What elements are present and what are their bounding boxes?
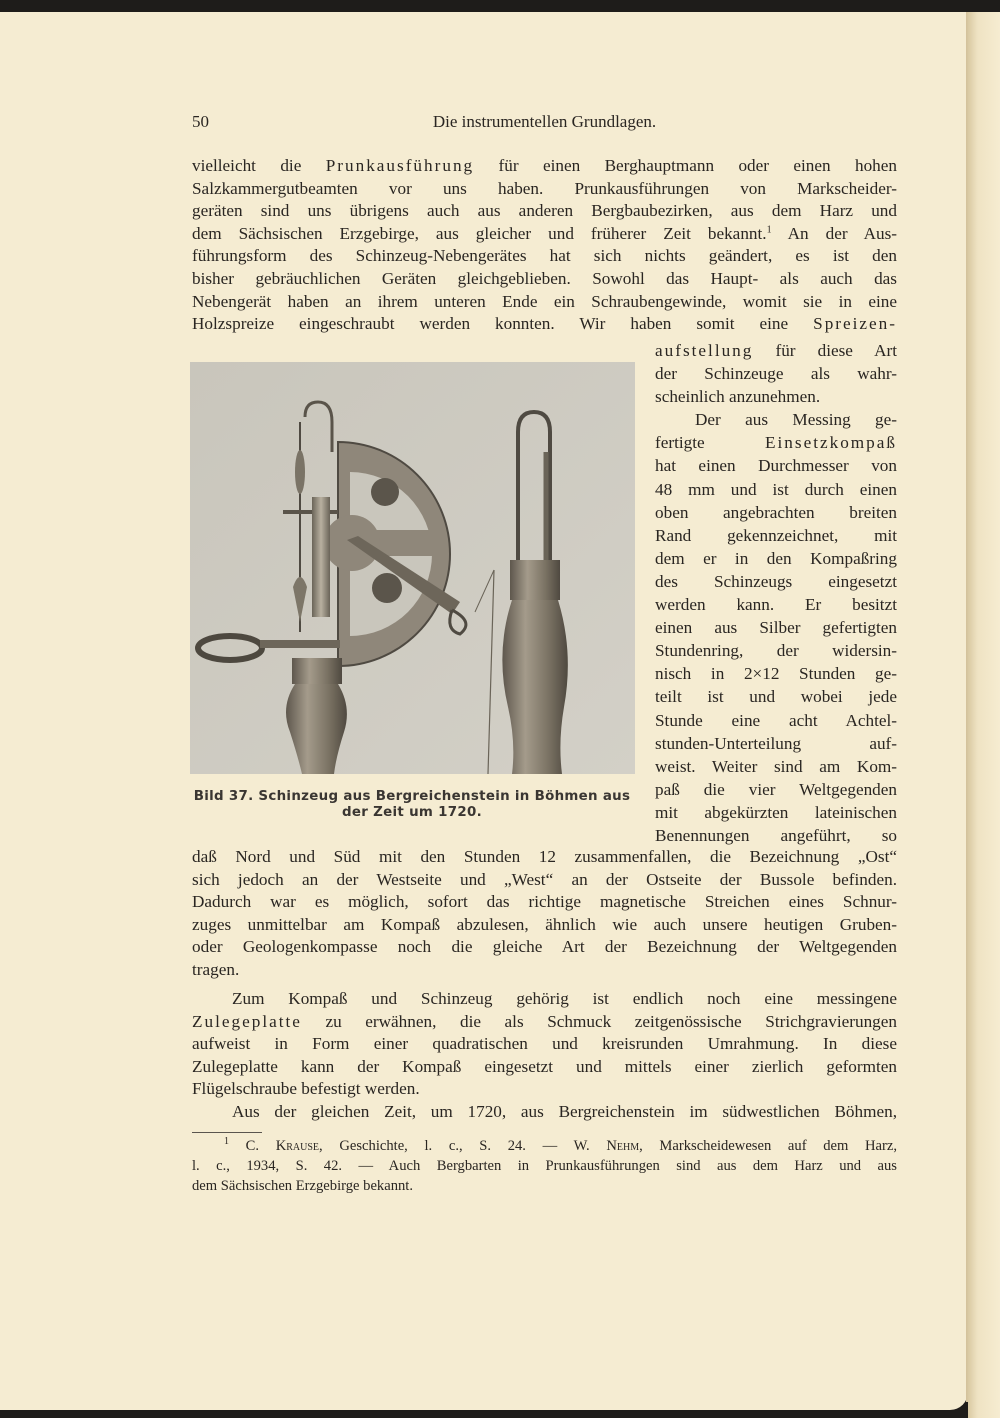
text-line: führungsform des Schinzeug-Nebengerätes hat sich nichts geändert, es ist den (192, 246, 897, 266)
text-line: mit abgekürzten lateinischen (655, 802, 897, 822)
author-name: Nehm (606, 1138, 640, 1154)
emphasis: Einsetzkompaß (765, 433, 897, 453)
text-line: Aus der gleichen Zeit, um 1720, aus Bergreichenstein im südwestlichen Böhmen, (232, 1101, 897, 1121)
text-line: Benennungen angeführt, so (655, 825, 897, 845)
footnote-marker: 1 (224, 1136, 229, 1148)
text-line: weist. Weiter sind am Kom- (655, 756, 897, 776)
text-line: zuges unmittelbar am Kompaß abzulesen, ähnlich wie auch unsere heutigen Gruben- (192, 914, 897, 934)
footnote-rule (192, 1132, 262, 1133)
paragraph-3 (192, 988, 897, 1124)
text-line: Stundenring, der widersin- (655, 641, 897, 661)
text-line: Salzkammergutbeamten vor uns haben. Prunkausführungen von Markscheider- (192, 178, 897, 198)
text-line: werden kann. Er besitzt (655, 595, 897, 615)
text-line: paß die vier Weltgegenden (655, 779, 897, 799)
footnote-line: l. c., 1934, S. 42. — Auch Bergbarten in Prunkausführungen sind aus dem Harz und aus (192, 1158, 897, 1174)
text-line: daß Nord und Süd mit den Stunden 12 zusammenfallen, die Bezeichnung „Ost“ (192, 847, 897, 866)
text-line: 48 mm und ist durch einen (655, 479, 897, 499)
figure-caption: Bild 37. Schinzeug aus Bergreichenstein in Böhmen aus der Zeit um 1720. (193, 789, 631, 820)
text-line: Rand gekennzeichnet, mit (655, 525, 897, 545)
text-line: stunden-Unterteilung auf- (655, 733, 897, 753)
text-line: aufstellung für diese Art (655, 341, 897, 360)
text-line: scheinlich anzunehmen. (655, 387, 821, 407)
emphasis: Zulegeplatte (192, 1011, 302, 1031)
text-line: hat einen Durchmesser von (655, 456, 897, 476)
text-line: fertigte Einsetzkompaß (655, 433, 897, 453)
text-line: aufweist in Form einer quadratischen und kreisrunden Umrahmung. In diese (192, 1034, 897, 1054)
footnote-line: dem Sächsischen Erzgebirge bekannt. (192, 1178, 413, 1194)
text-line: Holzspreize eingeschraubt werden konnten. Wir haben somit eine Spreizen- (192, 314, 897, 334)
text-line: Nebengerät haben an ihrem unteren Ende ein Schraubengewinde, womit sie in eine (192, 291, 897, 311)
footnote-ref[interactable]: 1 (766, 224, 772, 236)
text-line: Stunde eine acht Achtel- (655, 710, 897, 730)
text-column-right (655, 339, 897, 847)
running-head: Die instrumentellen Grundlagen. (432, 112, 657, 131)
emphasis: Spreizen- (813, 314, 897, 334)
text-line: des Schinzeugs eingesetzt (655, 571, 897, 591)
emphasis: Prunkausführung (325, 156, 475, 175)
text-line: einen aus Silber gefertigten (655, 618, 897, 638)
footnote-line: $^1$ C. Krause, Geschichte, l. c., S. 24. — W. Nehm, Markscheidewesen auf dem Harz, (224, 1136, 897, 1154)
text-line: dem er in den Kompaßring (655, 548, 897, 568)
paragraph-2 (192, 846, 897, 982)
text-line: teilt ist und wobei jede (655, 687, 897, 707)
text-line: Zulegeplatte kann der Kompaß eingesetzt und mittels einer zierlich geformten (192, 1056, 897, 1076)
text-line: geräten sind uns übrigens auch aus anderen Bergbaubezirken, aus dem Harz und (192, 201, 897, 221)
text-line: Dadurch war es möglich, sofort das richtige magnetische Streichen eines Schnur- (192, 892, 897, 912)
text-line: dem Sächsischen Erzgebirge, aus gleicher und früherer Zeit bekannt.$^1$ An der Aus- (192, 223, 897, 243)
text-line: der Schinzeuge als wahr- (655, 364, 897, 384)
text-line: tragen. (192, 959, 240, 979)
page-edge-right (968, 12, 1000, 1418)
text-line: Zum Kompaß und Schinzeug gehörig ist endlich noch eine messingene (232, 989, 897, 1008)
schinzeug-photo-illustration (190, 362, 635, 774)
page-number: 50 (192, 112, 209, 131)
text-line: Zulegeplatte zu erwähnen, die als Schmuck zeitgenössische Strichgravierungen (192, 1011, 897, 1031)
figure-photo (190, 362, 635, 774)
text-line: nisch in 2×12 Stunden ge- (655, 664, 897, 684)
author-name: C. Krause (245, 1138, 320, 1154)
footnote (192, 1136, 897, 1196)
paragraph-1 (192, 155, 897, 336)
text-line: Flügelschraube befestigt werden. (192, 1079, 420, 1099)
text-line: sich jedoch an der Westseite und „West“ an der Ostseite der Bussole befinden. (192, 869, 897, 889)
text-line: bisher gebräuchlichen Geräten gleichgeblieben. Sowohl das Haupt- als auch das (192, 268, 897, 288)
text-line: vielleicht die Prunkausführung für einen Berghauptmann oder einen hohen (192, 156, 897, 175)
text-line: oben angebrachten breiten (655, 502, 897, 522)
text-line: Der aus Messing ge- (695, 410, 897, 430)
text-line: oder Geologenkompasse noch die gleiche Art der Bezeichnung der Weltgegenden (192, 937, 897, 957)
